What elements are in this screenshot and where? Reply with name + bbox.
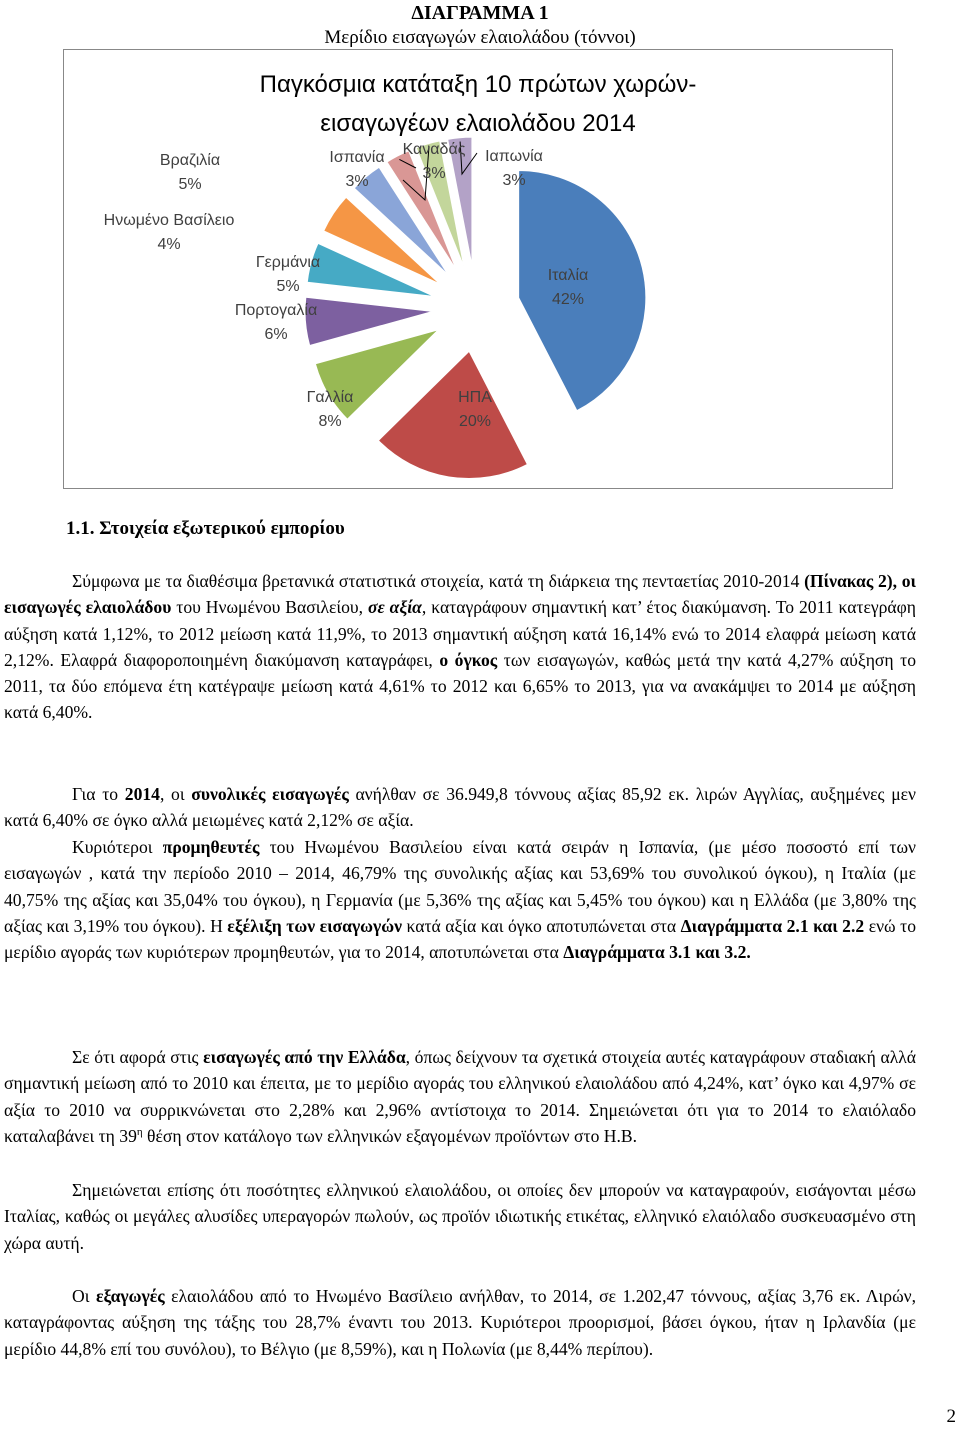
- slice-label-name: Πορτογαλία: [234, 302, 318, 319]
- slice-label-value: 3%: [345, 173, 369, 190]
- slice-label-name: Ιταλία: [547, 267, 589, 284]
- slice-label-name: ΗΠΑ: [458, 389, 492, 406]
- slice-label-value: 3%: [422, 165, 446, 182]
- paragraph-1: Σύμφωνα με τα διαθέσιμα βρετανικά στατιστικά στοιχεία, κατά τη διάρκεια της πενταετίας 2010-2014 (Πίνακας 2), οι εισαγωγές ελαιολάδου του Ηνωμένου Βασιλείου, σε αξία, καταγράφουν σημαντική κατ’ έτος διακύμανση. Το 2011 κατεγράφη αύξηση κατά 1,12%, το 2012 μείωση κατά 11,9%, το 2013 σημαντική αύξηση κατά 16,14% ενώ το 2014 ελαφρά μείωση κατά 2,12%. Ελαφρά διαφοροποιημένη διακύμανση καταγράφει, ο όγκος των εισαγωγών, καθώς μετά την κατά 4,27% αύξηση το 2011, τα δύο επόμενα έτη κατέγραψε μείωση κατά 4,61% το 2012 και 6,65% το 2013, για να ανακάμψει το 2014 με αύξηση κατά 6,40%.: [4, 571, 916, 723]
- page-number: 2: [946, 1406, 956, 1427]
- slice-label-value: 5%: [276, 278, 300, 295]
- pie-chart-svg: [64, 50, 894, 490]
- slice-label-value: 6%: [264, 326, 288, 343]
- slice-label-name: Γαλλία: [306, 389, 354, 406]
- slice-label-name: Γερμάνια: [255, 254, 321, 271]
- paragraph-4: Σε ότι αφορά στις εισαγωγές από την Ελλάδα, όπως δείχνουν τα σχετικά στοιχεία αυτές καταγράφουν σταδιακή αλλά σημαντική μείωση από το 2010 και έπειτα, με το μερίδιο αγοράς του ελληνικού ελαιολάδου από 4,24%, κατ’ όγκο και 4,97% σε αξία το 2010 να συρρικνώνεται στο 2,28% και 2,96% αντίστοιχα το 2014. Σημειώνεται ότι για το 2014 το ελαιόλαδο καταλαβάνει τη $39^\eta$ θέση στον κατάλογο των ελληνικών εξαγομένων προϊόντων στο Η.Β.: [4, 1047, 916, 1146]
- chart-title-line1: Παγκόσμια κατάταξη 10 πρώτων χωρών-: [259, 71, 697, 98]
- paragraph-3: Κυριότεροι προμηθευτές του Ηνωμένου Βασιλείου είναι κατά σειράν η Ισπανία, (με μέσο ποσοστό επί των εισαγωγών , κατά την περίοδο 2010 – 2014, 46,79% της συνολικής αξίας και 53,69% του συνολικού όγκου), η Ιταλία (με 40,75% της αξίας και 35,04% του όγκου), η Γερμανία (με 5,36% της αξίας και 5,45% του όγκου) και η Ελλάδα (με 3,80% της αξίας και 3,19% του όγκου). Η εξέλιξη των εισαγωγών κατά αξία και όγκο αποτυπώνεται στα Διαγράμματα 2.1 και 2.2 ενώ το μερίδιο αγοράς των κυριότερων προμηθευτών, για το 2014, αποτυπώνεται στα Διαγράμματα 3.1 και 3.2.: [4, 837, 917, 963]
- paragraph-6: Οι εξαγωγές ελαιολάδου από το Ηνωμένο Βασίλειο ανήλθαν, το 2014, σε 1.202,47 τόννους, αξίας 3,76 εκ. Λιρών, καταγράφοντας αύξηση της τάξης του 28,7% έναντι του 2013. Κυριότεροι προορισμοί, βάσει όγκου, ήταν η Ιρλανδία (με μερίδιο 44,8% επί του συνόλου), το Βέλγιο (με 8,59%), και η Πολωνία (με 8,44% περίπου).: [4, 1286, 916, 1359]
- slice-label-name: Ιαπωνία: [485, 148, 543, 165]
- diagram-subtitle: Μερίδιο εισαγωγών ελαιολάδου (τόννοι): [324, 27, 636, 48]
- slice-label-name: Καναδάς: [402, 141, 466, 158]
- slice-label-value: 20%: [458, 413, 492, 430]
- paragraph-5: Σημειώνεται επίσης ότι ποσότητες ελληνικού ελαιολάδου, οι οποίες δεν μπορούν να καταγραφούν, εισάγονται μέσω Ιταλίας, καθώς οι μεγάλες αλυσίδες υπεραγορών πωλούν, ως προϊόν ιδιωτικής ετικέτας, ελληνικό ελαιόλαδο συσκευασμένο στη χώρα αυτή.: [4, 1180, 916, 1253]
- slice-label-name: Βραζιλία: [159, 152, 221, 169]
- chart-title-line2: εισαγωγέων ελαιολάδου 2014: [320, 110, 636, 137]
- paragraph-2: Για το 2014, οι συνολικές εισαγωγές ανήλθαν σε 36.949,8 τόννους αξίας 85,92 εκ. λιρών Αγγλίας, αυξημένες μεν κατά 6,40% σε όγκο αλλά μειωμένες κατά 2,12% σε αξία.: [4, 784, 916, 831]
- pie-chart: [63, 49, 893, 489]
- pie-slice-1: [379, 351, 528, 478]
- diagram-title: ΔΙΑΓΡΑΜΜΑ 1: [411, 2, 549, 24]
- slice-label-name: Ισπανία: [329, 149, 385, 166]
- slice-label-name: Ηνωμένο Βασίλειο: [103, 212, 235, 229]
- section-heading: 1.1. Στοιχεία εξωτερικού εμπορίου: [66, 518, 345, 539]
- slice-label-value: 8%: [318, 413, 342, 430]
- slice-label-value: 5%: [178, 176, 202, 193]
- slice-label-value: 3%: [502, 172, 526, 189]
- slice-label-value: 42%: [551, 291, 585, 308]
- slice-label-value: 4%: [157, 236, 181, 253]
